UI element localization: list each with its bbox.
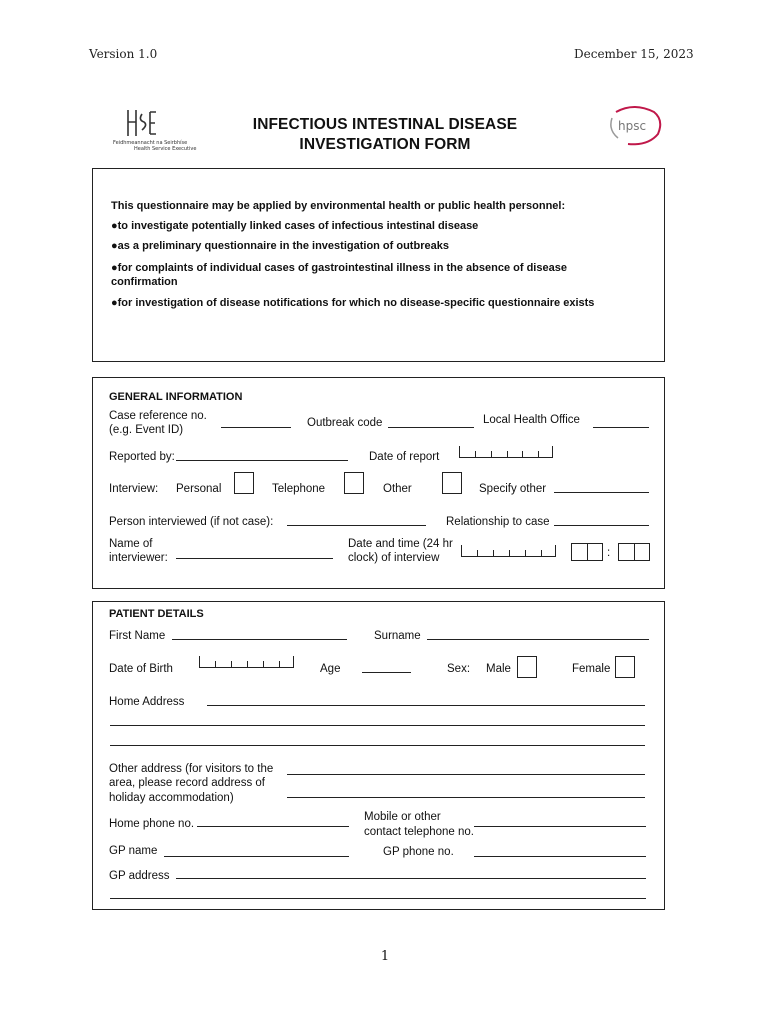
case-ref-hint: (e.g. Event ID)	[109, 424, 184, 436]
gp-address-field-2[interactable]	[110, 898, 646, 899]
other-address-field-1[interactable]	[287, 774, 645, 775]
person-interviewed-field[interactable]	[287, 525, 426, 526]
interview-date-field[interactable]	[461, 545, 556, 557]
outbreak-code-label: Outbreak code	[307, 417, 383, 429]
mobile-field[interactable]	[474, 826, 646, 827]
svg-text:Feidhmeannacht na Seirbhíse: Feidhmeannacht na Seirbhíse	[113, 140, 188, 146]
form-title-line1: INFECTIOUS INTESTINAL DISEASE	[252, 116, 518, 133]
intro-bullet-1: ●to investigate potentially linked cases of infectious intestinal disease	[111, 220, 479, 232]
other-address-field-2[interactable]	[287, 797, 645, 798]
telephone-label: Telephone	[272, 483, 326, 495]
surname-label: Surname	[374, 630, 421, 642]
case-ref-label: Case reference no.	[109, 410, 207, 422]
version-label: Version 1.0	[89, 47, 158, 61]
intro-bullet-3: ●for complaints of individual cases of gastrointestinal illness in the absence of disease confirmation	[111, 262, 567, 288]
interviewer-name-field[interactable]	[176, 558, 333, 559]
gp-name-label: GP name	[109, 845, 158, 857]
male-label: Male	[486, 663, 511, 675]
interview-datetime-label-2: clock) of interview	[348, 552, 440, 564]
dob-field[interactable]	[199, 656, 294, 668]
home-phone-field[interactable]	[197, 826, 349, 827]
intro-heading: This questionnaire may be applied by environmental health or public health personnel:	[111, 200, 566, 212]
male-checkbox[interactable]	[517, 656, 537, 678]
age-field[interactable]	[362, 672, 411, 673]
page-number: 1	[380, 949, 390, 964]
personal-checkbox[interactable]	[234, 472, 254, 494]
home-address-field-3[interactable]	[110, 745, 645, 746]
age-label: Age	[320, 663, 341, 675]
gp-address-label: GP address	[109, 870, 170, 882]
intro-bullet-4: ●for investigation of disease notifications for which no disease-specific questionnaire exists	[111, 297, 595, 309]
first-name-label: First Name	[109, 630, 166, 642]
specify-other-field[interactable]	[554, 492, 649, 493]
reported-by-label: Reported by:	[109, 451, 175, 463]
interviewer-name-label-1: Name of	[109, 538, 153, 550]
home-address-field-2[interactable]	[110, 725, 645, 726]
other-address-label-1: Other address (for visitors to the	[109, 763, 274, 775]
outbreak-code-field[interactable]	[388, 427, 474, 428]
reported-by-field[interactable]	[176, 460, 348, 461]
relationship-label: Relationship to case	[446, 516, 550, 528]
form-title-line2: INVESTIGATION FORM	[299, 136, 471, 153]
home-address-field-1[interactable]	[207, 705, 645, 706]
dob-label: Date of Birth	[109, 663, 173, 675]
interviewer-name-label-2: interviewer:	[109, 552, 168, 564]
date-label: December 15, 2023	[574, 47, 694, 61]
home-address-label: Home Address	[109, 696, 185, 708]
female-label: Female	[572, 663, 611, 675]
case-ref-field[interactable]	[221, 427, 291, 428]
svg-text:Health Service Executive: Health Service Executive	[134, 146, 197, 152]
interview-hour-field[interactable]	[571, 543, 603, 561]
surname-field[interactable]	[427, 639, 649, 640]
other-label: Other	[383, 483, 412, 495]
gp-phone-field[interactable]	[474, 856, 646, 857]
interview-datetime-label-1: Date and time (24 hr	[348, 538, 453, 550]
relationship-field[interactable]	[554, 525, 649, 526]
telephone-checkbox[interactable]	[344, 472, 364, 494]
patient-details-heading: PATIENT DETAILS	[109, 608, 204, 620]
gp-phone-label: GP phone no.	[383, 846, 454, 858]
female-checkbox[interactable]	[615, 656, 635, 678]
mobile-label-2: contact telephone no.	[364, 826, 474, 838]
interview-label: Interview:	[109, 483, 159, 495]
gp-address-field-1[interactable]	[176, 878, 646, 879]
gp-name-field[interactable]	[164, 856, 349, 857]
personal-label: Personal	[176, 483, 222, 495]
other-checkbox[interactable]	[442, 472, 462, 494]
mobile-label-1: Mobile or other	[364, 811, 441, 823]
first-name-field[interactable]	[172, 639, 347, 640]
time-separator: :	[607, 547, 611, 559]
interview-minute-field[interactable]	[618, 543, 650, 561]
sex-label: Sex:	[447, 663, 471, 675]
other-address-label-2: area, please record address of	[109, 777, 265, 789]
home-phone-label: Home phone no.	[109, 818, 195, 830]
svg-text:hpsc: hpsc	[618, 119, 647, 133]
other-address-label-3: holiday accommodation)	[109, 792, 234, 804]
date-of-report-label: Date of report	[369, 451, 440, 463]
local-health-office-field[interactable]	[593, 427, 649, 428]
date-of-report-field[interactable]	[459, 446, 553, 458]
local-health-office-label: Local Health Office	[483, 414, 580, 426]
intro-bullet-2: ●as a preliminary questionnaire in the investigation of outbreaks	[111, 240, 449, 252]
patient-details-box	[92, 601, 665, 910]
person-interviewed-label: Person interviewed (if not case):	[109, 516, 274, 528]
general-info-heading: GENERAL INFORMATION	[109, 391, 243, 403]
specify-other-label: Specify other	[479, 483, 547, 495]
